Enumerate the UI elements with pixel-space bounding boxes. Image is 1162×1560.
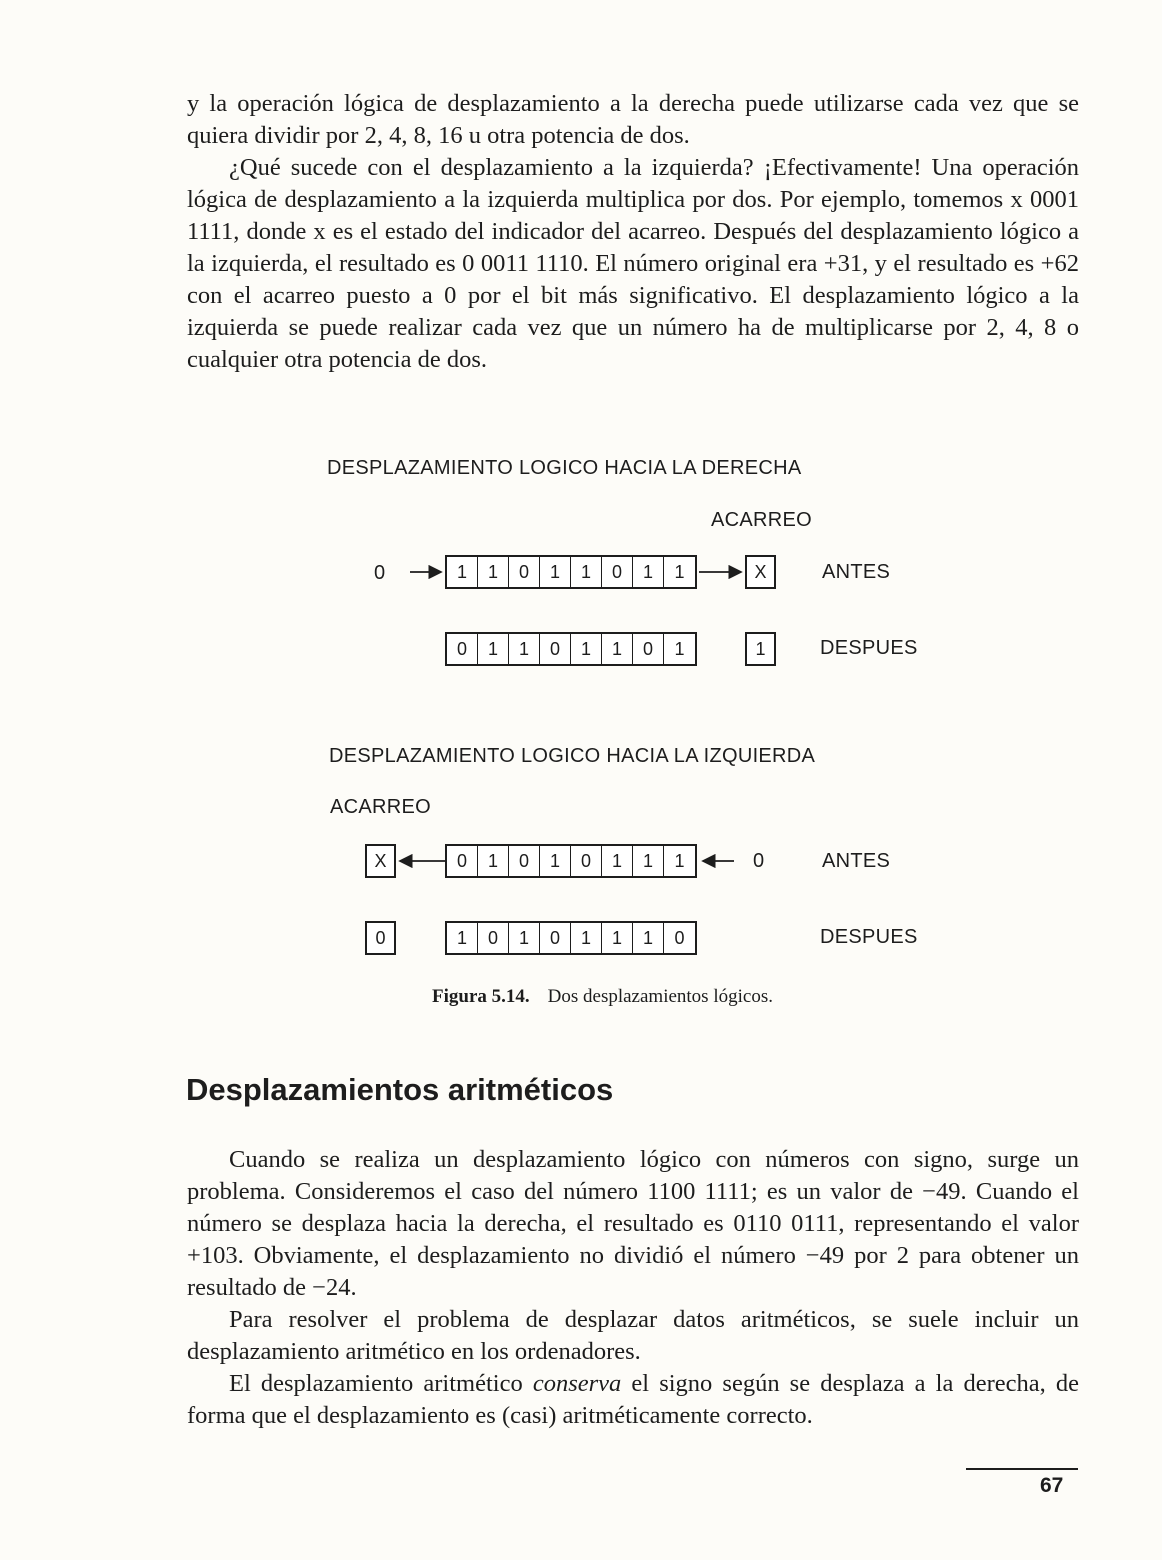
- bit-cell: 1: [633, 923, 664, 953]
- bit-cell: 0: [674, 927, 685, 948]
- bit-cell: 0: [447, 634, 478, 664]
- caption-label: Figura 5.14.: [432, 986, 530, 1007]
- bit-cell: 1: [571, 557, 602, 587]
- left-shift-after-carry: 0: [365, 921, 396, 955]
- bit-cell: 1: [447, 557, 478, 587]
- bit-cell: 0: [602, 557, 633, 587]
- left-shift-carry-label: ACARREO: [330, 796, 432, 818]
- section-heading: Desplazamientos aritméticos: [186, 1072, 614, 1107]
- bit-cell: 1: [447, 923, 478, 953]
- bit-cell: 1: [674, 638, 685, 659]
- right-shift-carry-label: ACARREO: [711, 509, 813, 531]
- bit-cell: 1: [540, 557, 571, 587]
- bit-cell: 1: [478, 557, 509, 587]
- paragraph-4: Para resolver el problema de desplazar datos aritméticos, se suele incluir un desplazamiento aritmético en los ordenadores.: [187, 1306, 1079, 1365]
- caption-text: Dos desplazamientos lógicos.: [547, 986, 773, 1007]
- figure-caption: [432, 986, 773, 1008]
- left-shift-title: DESPLAZAMIENTO LOGICO HACIA LA IZQUIERDA: [329, 745, 816, 767]
- right-shift-before-label: ANTES: [822, 561, 891, 583]
- left-shift-input-bit: 0: [753, 850, 765, 872]
- paragraph-5-start: El desplazamiento aritmético: [229, 1370, 533, 1397]
- paragraph-2: ¿Qué sucede con el desplazamiento a la izquierda? ¡Efectivamente! Una operación lógica de desplazamiento a la izquierda multiplica por dos. Por ejemplo, tomemos x 0001 1111, donde x es el estado del indicador del acarreo. Después del desplazamiento lógico a la izquierda, el resultado es 0 0011 1110. El número original era +31, y el resultado es +62 con el acarreo puesto a 0 por el bit más significativo. El desplazamiento lógico a la izquierda se puede realizar cada vez que un número ha de multiplicarse por 2, 4, 8 o cualquier otra potencia de dos.: [187, 154, 1079, 373]
- bit-cell: 0: [571, 846, 602, 876]
- paragraph-5-emphasis: conserva: [532, 1370, 622, 1397]
- bit-cell: 0: [509, 557, 540, 587]
- bit-cell: 0: [478, 923, 509, 953]
- right-shift-before-carry: X: [745, 555, 776, 589]
- bit-cell: 1: [509, 923, 540, 953]
- right-shift-after-label: DESPUES: [820, 637, 918, 659]
- bit-cell: 1: [674, 850, 685, 871]
- bit-cell: 1: [602, 634, 633, 664]
- bit-cell: 1: [602, 846, 633, 876]
- bit-cell: 1: [674, 561, 685, 582]
- paragraph-3: Cuando se realiza un desplazamiento lógico con números con signo, surge un problema. Consideremos el caso del número 1100 1111; es un valor de −49. Cuando el número se desplaza hacia la derecha, el resultado es 0110 0111, representando el valor +103. Obviamente, el desplazamiento no dividió el número −49 por 2 para obtener un resultado de −24.: [187, 1146, 1079, 1301]
- paragraph-1: y la operación lógica de desplazamiento a la derecha puede utilizarse cada vez que se quiera dividir por 2, 4, 8, 16 u otra potencia de dos.: [187, 90, 1079, 149]
- bit-cell: 0: [540, 634, 571, 664]
- bit-cell: 1: [571, 634, 602, 664]
- left-shift-before-label: ANTES: [822, 850, 891, 872]
- bit-cell: 0: [540, 923, 571, 953]
- right-shift-after-carry: 1: [745, 632, 776, 666]
- bit-cell: 1: [478, 846, 509, 876]
- bit-cell: 1: [509, 634, 540, 664]
- left-shift-after-label: DESPUES: [820, 926, 918, 948]
- bit-cell: 1: [571, 923, 602, 953]
- bit-cell: 1: [478, 634, 509, 664]
- bit-cell: 1: [602, 923, 633, 953]
- bit-cell: 1: [540, 846, 571, 876]
- bit-cell: 1: [633, 846, 664, 876]
- page-number: 67: [1040, 1474, 1064, 1497]
- bit-cell: 0: [447, 846, 478, 876]
- bit-cell: 0: [633, 634, 664, 664]
- paragraph-5-end: el signo según se desplaza a la derecha, de forma que el desplazamiento es (casi) aritméticamente correcto.: [187, 1370, 1079, 1429]
- bit-cell: 0: [509, 846, 540, 876]
- right-shift-input-bit: 0: [374, 562, 386, 584]
- paragraph-5: [187, 1368, 1079, 1432]
- left-shift-before-carry: X: [365, 844, 396, 878]
- footer-rule: [966, 1468, 1078, 1470]
- right-shift-title: DESPLAZAMIENTO LOGICO HACIA LA DERECHA: [327, 457, 802, 479]
- bit-cell: 1: [633, 557, 664, 587]
